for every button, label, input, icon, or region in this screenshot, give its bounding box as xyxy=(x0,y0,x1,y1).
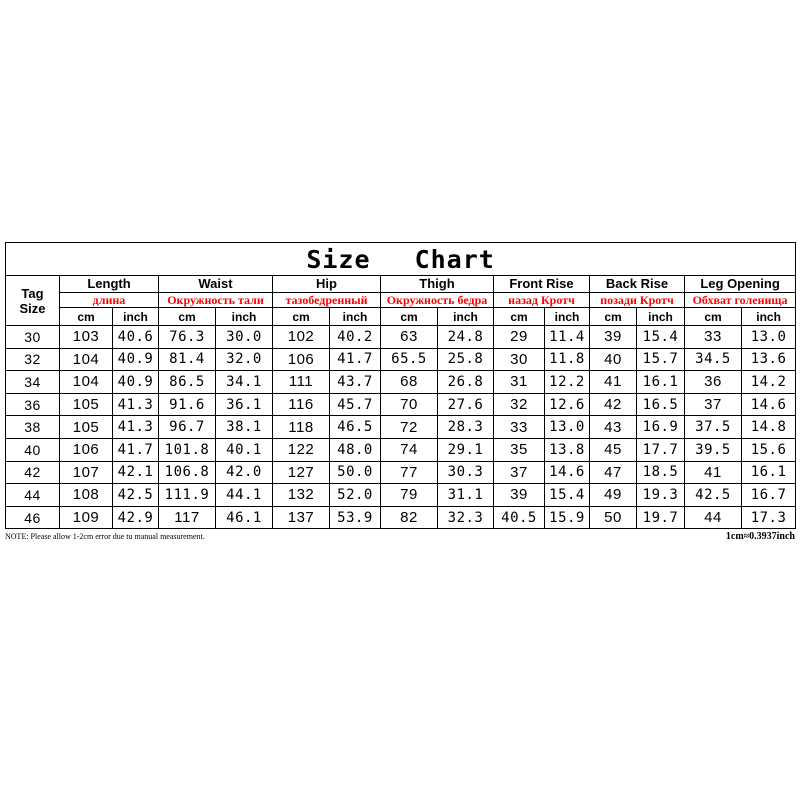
cm-value-cell: 47 xyxy=(590,461,637,484)
tag-size-header xyxy=(6,276,60,326)
column-header-ru: Обхват голенища xyxy=(685,293,796,308)
tag-size-cell: 34 xyxy=(6,371,60,394)
unit-inch-header: inch xyxy=(545,308,590,326)
cm-value-cell: 34.5 xyxy=(685,348,742,371)
unit-conversion: 1cm≈0.3937inch xyxy=(725,531,795,543)
column-header-en: Thigh xyxy=(381,276,494,293)
cm-value-cell: 111 xyxy=(273,371,330,394)
column-header-en: Hip xyxy=(273,276,381,293)
inch-value-cell: 29.1 xyxy=(438,438,494,461)
column-header-en: Front Rise xyxy=(494,276,590,293)
inch-value-cell: 15.4 xyxy=(637,326,685,349)
inch-value-cell: 44.1 xyxy=(216,484,273,507)
inch-value-cell: 11.4 xyxy=(545,326,590,349)
table-row xyxy=(6,506,796,529)
inch-value-cell: 32.3 xyxy=(438,506,494,529)
unit-cm-header: cm xyxy=(685,308,742,326)
inch-value-cell: 25.8 xyxy=(438,348,494,371)
cm-value-cell: 41 xyxy=(590,371,637,394)
unit-cm-header: cm xyxy=(273,308,330,326)
cm-value-cell: 49 xyxy=(590,484,637,507)
inch-value-cell: 28.3 xyxy=(438,416,494,439)
unit-cm-header: cm xyxy=(590,308,637,326)
unit-inch-header: inch xyxy=(637,308,685,326)
inch-value-cell: 50.0 xyxy=(330,461,381,484)
cm-value-cell: 50 xyxy=(590,506,637,529)
column-header-ru: Окружность тали xyxy=(159,293,273,308)
table-row xyxy=(6,326,796,349)
inch-value-cell: 14.8 xyxy=(742,416,796,439)
cm-value-cell: 111.9 xyxy=(159,484,216,507)
cm-value-cell: 102 xyxy=(273,326,330,349)
inch-value-cell: 41.3 xyxy=(113,416,159,439)
inch-value-cell: 19.7 xyxy=(637,506,685,529)
table-row xyxy=(6,393,796,416)
unit-cm-header: cm xyxy=(381,308,438,326)
inch-value-cell: 26.8 xyxy=(438,371,494,394)
tag-size-cell: 40 xyxy=(6,438,60,461)
cm-value-cell: 127 xyxy=(273,461,330,484)
inch-value-cell: 34.1 xyxy=(216,371,273,394)
unit-inch-header: inch xyxy=(216,308,273,326)
inch-value-cell: 41.7 xyxy=(330,348,381,371)
inch-value-cell: 16.7 xyxy=(742,484,796,507)
tag-size-cell: 38 xyxy=(6,416,60,439)
cm-value-cell: 104 xyxy=(60,371,113,394)
cm-value-cell: 122 xyxy=(273,438,330,461)
inch-value-cell: 38.1 xyxy=(216,416,273,439)
cm-value-cell: 103 xyxy=(60,326,113,349)
tag-size-cell: 30 xyxy=(6,326,60,349)
unit-inch-header: inch xyxy=(330,308,381,326)
inch-value-cell: 15.4 xyxy=(545,484,590,507)
inch-value-cell: 42.1 xyxy=(113,461,159,484)
cm-value-cell: 79 xyxy=(381,484,438,507)
column-header-en: Back Rise xyxy=(590,276,685,293)
cm-value-cell: 137 xyxy=(273,506,330,529)
inch-value-cell: 41.3 xyxy=(113,393,159,416)
page-title: Size Chart xyxy=(6,243,796,276)
cm-value-cell: 36 xyxy=(685,371,742,394)
cm-value-cell: 76.3 xyxy=(159,326,216,349)
inch-value-cell: 19.3 xyxy=(637,484,685,507)
cm-value-cell: 44 xyxy=(685,506,742,529)
cm-value-cell: 82 xyxy=(381,506,438,529)
cm-value-cell: 104 xyxy=(60,348,113,371)
inch-value-cell: 15.7 xyxy=(637,348,685,371)
inch-value-cell: 43.7 xyxy=(330,371,381,394)
cm-value-cell: 106 xyxy=(60,438,113,461)
cm-value-cell: 33 xyxy=(494,416,545,439)
inch-value-cell: 15.9 xyxy=(545,506,590,529)
inch-value-cell: 18.5 xyxy=(637,461,685,484)
inch-value-cell: 46.1 xyxy=(216,506,273,529)
inch-value-cell: 13.6 xyxy=(742,348,796,371)
inch-value-cell: 16.5 xyxy=(637,393,685,416)
column-header-en: Leg Opening xyxy=(685,276,796,293)
column-header-ru: длина xyxy=(60,293,159,308)
cm-value-cell: 63 xyxy=(381,326,438,349)
inch-value-cell: 30.3 xyxy=(438,461,494,484)
cm-value-cell: 65.5 xyxy=(381,348,438,371)
unit-inch-header: inch xyxy=(113,308,159,326)
cm-value-cell: 39.5 xyxy=(685,438,742,461)
table-row xyxy=(6,484,796,507)
cm-value-cell: 40.5 xyxy=(494,506,545,529)
inch-value-cell: 14.6 xyxy=(545,461,590,484)
cm-value-cell: 41 xyxy=(685,461,742,484)
cm-value-cell: 105 xyxy=(60,416,113,439)
header-row-english xyxy=(6,276,796,293)
cm-value-cell: 132 xyxy=(273,484,330,507)
inch-value-cell: 31.1 xyxy=(438,484,494,507)
inch-value-cell: 16.1 xyxy=(742,461,796,484)
size-chart xyxy=(5,242,795,546)
inch-value-cell: 32.0 xyxy=(216,348,273,371)
cm-value-cell: 43 xyxy=(590,416,637,439)
unit-cm-header: cm xyxy=(159,308,216,326)
cm-value-cell: 101.8 xyxy=(159,438,216,461)
tag-size-cell: 42 xyxy=(6,461,60,484)
cm-value-cell: 42 xyxy=(590,393,637,416)
inch-value-cell: 40.1 xyxy=(216,438,273,461)
cm-value-cell: 74 xyxy=(381,438,438,461)
table-row xyxy=(6,348,796,371)
inch-value-cell: 24.8 xyxy=(438,326,494,349)
cm-value-cell: 106 xyxy=(273,348,330,371)
header-row-russian xyxy=(6,293,796,308)
cm-value-cell: 37.5 xyxy=(685,416,742,439)
inch-value-cell: 40.9 xyxy=(113,371,159,394)
cm-value-cell: 86.5 xyxy=(159,371,216,394)
unit-inch-header: inch xyxy=(438,308,494,326)
size-table xyxy=(5,242,796,529)
inch-value-cell: 13.0 xyxy=(545,416,590,439)
inch-value-cell: 41.7 xyxy=(113,438,159,461)
inch-value-cell: 27.6 xyxy=(438,393,494,416)
table-row xyxy=(6,438,796,461)
inch-value-cell: 16.1 xyxy=(637,371,685,394)
tag-size-label: Tag Size xyxy=(19,285,46,316)
table-body xyxy=(6,326,796,529)
inch-value-cell: 12.6 xyxy=(545,393,590,416)
unit-cm-header: cm xyxy=(494,308,545,326)
inch-value-cell: 36.1 xyxy=(216,393,273,416)
inch-value-cell: 40.2 xyxy=(330,326,381,349)
cm-value-cell: 29 xyxy=(494,326,545,349)
tag-size-cell: 36 xyxy=(6,393,60,416)
table-row xyxy=(6,371,796,394)
cm-value-cell: 70 xyxy=(381,393,438,416)
inch-value-cell: 45.7 xyxy=(330,393,381,416)
cm-value-cell: 40 xyxy=(590,348,637,371)
inch-value-cell: 30.0 xyxy=(216,326,273,349)
table-row xyxy=(6,416,796,439)
inch-value-cell: 42.9 xyxy=(113,506,159,529)
cm-value-cell: 45 xyxy=(590,438,637,461)
column-header-ru: Окружность бедра xyxy=(381,293,494,308)
inch-value-cell: 42.0 xyxy=(216,461,273,484)
cm-value-cell: 107 xyxy=(60,461,113,484)
cm-value-cell: 35 xyxy=(494,438,545,461)
inch-value-cell: 46.5 xyxy=(330,416,381,439)
cm-value-cell: 117 xyxy=(159,506,216,529)
inch-value-cell: 14.2 xyxy=(742,371,796,394)
cm-value-cell: 30 xyxy=(494,348,545,371)
inch-value-cell: 40.9 xyxy=(113,348,159,371)
cm-value-cell: 108 xyxy=(60,484,113,507)
tag-size-cell: 44 xyxy=(6,484,60,507)
inch-value-cell: 13.8 xyxy=(545,438,590,461)
cm-value-cell: 37 xyxy=(685,393,742,416)
inch-value-cell: 42.5 xyxy=(113,484,159,507)
inch-value-cell: 13.0 xyxy=(742,326,796,349)
inch-value-cell: 14.6 xyxy=(742,393,796,416)
column-header-ru: назад Кротч xyxy=(494,293,590,308)
cm-value-cell: 32 xyxy=(494,393,545,416)
cm-value-cell: 68 xyxy=(381,371,438,394)
cm-value-cell: 31 xyxy=(494,371,545,394)
cm-value-cell: 81.4 xyxy=(159,348,216,371)
table-row xyxy=(6,461,796,484)
cm-value-cell: 33 xyxy=(685,326,742,349)
cm-value-cell: 116 xyxy=(273,393,330,416)
column-header-en: Waist xyxy=(159,276,273,293)
cm-value-cell: 118 xyxy=(273,416,330,439)
cm-value-cell: 105 xyxy=(60,393,113,416)
inch-value-cell: 52.0 xyxy=(330,484,381,507)
inch-value-cell: 53.9 xyxy=(330,506,381,529)
cm-value-cell: 39 xyxy=(590,326,637,349)
cm-value-cell: 109 xyxy=(60,506,113,529)
measurement-note: NOTE: Please allow 1-2cm error due tu manual measurement. xyxy=(5,532,205,542)
column-header-ru: тазобедренный xyxy=(273,293,381,308)
column-header-en: Length xyxy=(60,276,159,293)
cm-value-cell: 106.8 xyxy=(159,461,216,484)
inch-value-cell: 11.8 xyxy=(545,348,590,371)
unit-inch-header: inch xyxy=(742,308,796,326)
unit-row xyxy=(6,308,796,326)
unit-cm-header: cm xyxy=(60,308,113,326)
tag-size-cell: 32 xyxy=(6,348,60,371)
cm-value-cell: 72 xyxy=(381,416,438,439)
cm-value-cell: 91.6 xyxy=(159,393,216,416)
inch-value-cell: 15.6 xyxy=(742,438,796,461)
inch-value-cell: 16.9 xyxy=(637,416,685,439)
inch-value-cell: 17.3 xyxy=(742,506,796,529)
inch-value-cell: 48.0 xyxy=(330,438,381,461)
column-header-ru: позади Кротч xyxy=(590,293,685,308)
inch-value-cell: 17.7 xyxy=(637,438,685,461)
cm-value-cell: 77 xyxy=(381,461,438,484)
cm-value-cell: 39 xyxy=(494,484,545,507)
cm-value-cell: 42.5 xyxy=(685,484,742,507)
cm-value-cell: 37 xyxy=(494,461,545,484)
inch-value-cell: 12.2 xyxy=(545,371,590,394)
inch-value-cell: 40.6 xyxy=(113,326,159,349)
footer xyxy=(5,530,795,546)
tag-size-cell: 46 xyxy=(6,506,60,529)
cm-value-cell: 96.7 xyxy=(159,416,216,439)
